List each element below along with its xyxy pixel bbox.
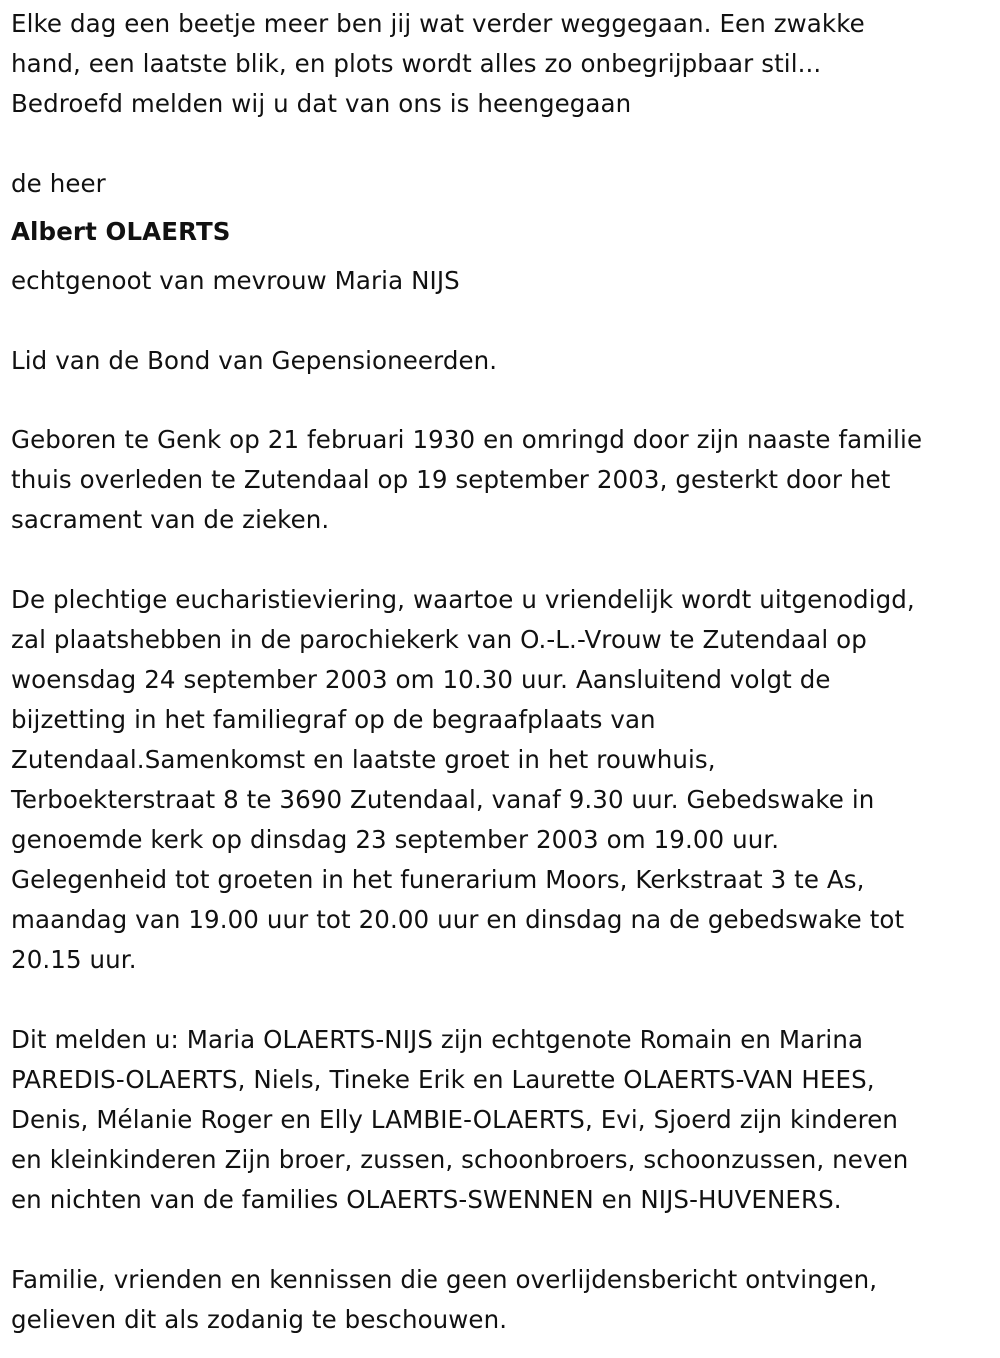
birth-death-line: Geboren te Genk op 21 februari 1930 en omringd door zijn naaste familie — [11, 425, 923, 454]
family-line: en kleinkinderen Zijn broer, zussen, schoonbroers, schoonzussen, neven — [11, 1145, 909, 1174]
birth-death-line: thuis overleden te Zutendaal op 19 september 2003, gesterkt door het — [11, 465, 891, 494]
ceremony-line: bijzetting in het familiegraf op de begraafplaats van — [11, 705, 656, 734]
birth-death-line: sacrament van de zieken. — [11, 505, 330, 534]
intro-line: Bedroefd melden wij u dat van ons is heengegaan — [11, 89, 632, 118]
deceased-title: de heer — [11, 169, 106, 198]
family-line: en nichten van de families OLAERTS-SWENNEN en NIJS-HUVENERS. — [11, 1185, 842, 1214]
ceremony-line: Gelegenheid tot groeten in het funerarium Moors, Kerkstraat 3 te As, — [11, 865, 865, 894]
membership-line: Lid van de Bond van Gepensioneerden. — [11, 346, 498, 375]
intro-line: Elke dag een beetje meer ben jij wat verder weggegaan. Een zwakke — [11, 9, 865, 38]
family-line: PAREDIS-OLAERTS, Niels, Tineke Erik en Laurette OLAERTS-VAN HEES, — [11, 1065, 875, 1094]
ceremony-line: Zutendaal.Samenkomst en laatste groet in het rouwhuis, — [11, 745, 716, 774]
closing-line: Familie, vrienden en kennissen die geen overlijdensbericht ontvingen, — [11, 1265, 878, 1294]
ceremony-line: genoemde kerk op dinsdag 23 september 2003 om 19.00 uur. — [11, 825, 780, 854]
family-line: Dit melden u: Maria OLAERTS-NIJS zijn echtgenote Romain en Marina — [11, 1025, 864, 1054]
ceremony-line: De plechtige eucharistieviering, waartoe u vriendelijk wordt uitgenodigd, — [11, 585, 915, 614]
ceremony-line: Terboekterstraat 8 te 3690 Zutendaal, vanaf 9.30 uur. Gebedswake in — [11, 785, 875, 814]
deceased-spouse: echtgenoot van mevrouw Maria NIJS — [11, 266, 460, 295]
ceremony-line: woensdag 24 september 2003 om 10.30 uur. Aansluitend volgt de — [11, 665, 831, 694]
intro-line: hand, een laatste blik, en plots wordt alles zo onbegrijpbaar stil... — [11, 49, 822, 78]
ceremony-line: 20.15 uur. — [11, 945, 137, 974]
deceased-name: Albert OLAERTS — [11, 217, 231, 246]
closing-line: gelieven dit als zodanig te beschouwen. — [11, 1305, 508, 1334]
ceremony-line: maandag van 19.00 uur tot 20.00 uur en dinsdag na de gebedswake tot — [11, 905, 905, 934]
ceremony-line: zal plaatshebben in de parochiekerk van O.-L.-Vrouw te Zutendaal op — [11, 625, 867, 654]
family-line: Denis, Mélanie Roger en Elly LAMBIE-OLAERTS, Evi, Sjoerd zijn kinderen — [11, 1105, 899, 1134]
